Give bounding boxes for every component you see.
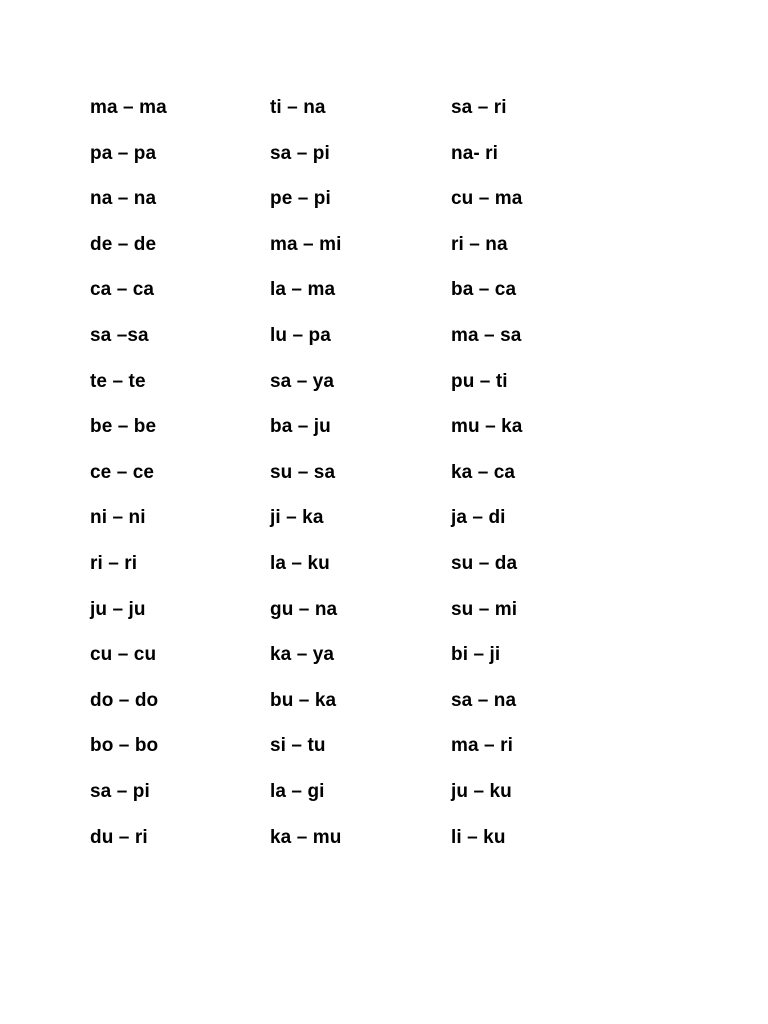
syllable-word: ba – ca <box>451 279 517 301</box>
syllable-word: ba – ju <box>270 416 331 438</box>
syllable-column-2 <box>270 94 460 869</box>
syllable-word: ju – ku <box>451 780 512 802</box>
syllable-word: ti – na <box>270 97 326 118</box>
syllable-word: ma – ma <box>90 97 167 118</box>
syllable-word: be – be <box>90 416 157 438</box>
syllable-word: cu – ma <box>451 188 523 210</box>
syllable-word: pa – pa <box>90 142 157 164</box>
syllable-word: ji – ka <box>270 507 324 529</box>
syllable-word: li – ku <box>451 826 506 848</box>
syllable-word: te – te <box>90 370 146 392</box>
syllable-column-1 <box>90 94 280 869</box>
syllable-word: sa – ya <box>270 370 335 392</box>
syllable-word: de – de <box>90 233 157 255</box>
syllable-word: bi – ji <box>451 644 501 666</box>
syllable-word: ma – ri <box>451 735 513 757</box>
syllable-word: su – sa <box>270 461 336 483</box>
syllable-word: pu – ti <box>451 370 508 392</box>
syllable-word: su – mi <box>451 598 518 620</box>
syllable-word: ni – ni <box>90 507 146 529</box>
syllable-word: ri – ri <box>90 552 138 574</box>
syllable-word: gu – na <box>270 598 338 620</box>
syllable-word: ka – mu <box>270 826 342 848</box>
syllable-word: mu – ka <box>451 416 523 438</box>
syllable-word: lu – pa <box>270 324 331 346</box>
syllable-word: do – do <box>90 689 159 711</box>
syllable-word: du – ri <box>90 826 148 848</box>
syllable-word: la – gi <box>270 780 325 802</box>
syllable-word: la – ku <box>270 552 330 574</box>
syllable-word: ma – sa <box>451 324 522 346</box>
syllable-word: na- ri <box>451 142 499 164</box>
syllable-word: ju – ju <box>90 598 146 620</box>
syllable-word: ce – ce <box>90 461 155 483</box>
syllable-word: ka – ya <box>270 644 335 666</box>
syllable-word: bu – ka <box>270 689 337 711</box>
syllable-word: sa – pi <box>90 780 150 802</box>
syllable-word: sa – ri <box>451 97 507 118</box>
syllable-word: bo – bo <box>90 735 159 757</box>
syllable-word: pe – pi <box>270 188 331 210</box>
syllable-word: su – da <box>451 552 518 574</box>
syllable-word: la – ma <box>270 279 336 301</box>
syllable-word: na – na <box>90 188 157 210</box>
syllable-word: ma – mi <box>270 233 342 255</box>
syllable-word: sa – pi <box>270 142 330 164</box>
syllable-word: ka – ca <box>451 461 516 483</box>
syllable-column-3 <box>451 94 641 869</box>
syllable-word: ca – ca <box>90 279 155 301</box>
syllable-word: sa – na <box>451 689 517 711</box>
syllable-word: si – tu <box>270 735 326 757</box>
syllable-word: sa –sa <box>90 324 149 346</box>
syllable-word: ja – di <box>451 507 506 529</box>
syllable-word: ri – na <box>451 233 508 255</box>
syllable-word: cu – cu <box>90 644 157 666</box>
